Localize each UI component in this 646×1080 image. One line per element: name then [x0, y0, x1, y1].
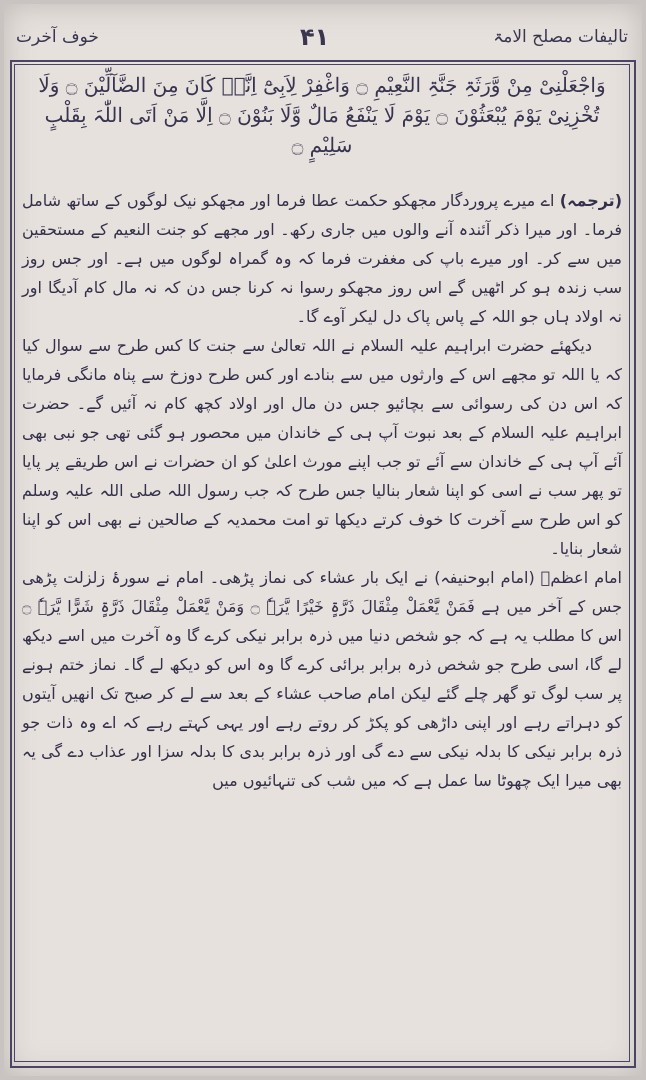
- page-header: [10, 22, 636, 52]
- paragraph: امام اعظمؒ (امام ابوحنیفہ) نے ایک بار عشاء کی نماز پڑھی۔ امام نے سورۂ زلزلت پڑھی جس کے آخر میں ہے فَمَنْ یَّعْمَلْ مِثْقَالَ ذَرَّۃٍ خَیْرًا یَّرَہٗ ۝ وَمَنْ یَّعْمَلْ مِثْقَالَ ذَرَّۃٍ شَرًّا یَّرَہٗ ۝ اس کا مطلب یہ ہے کہ جو شخص دنیا میں ذرہ برابر نیکی کرے گا وہ آخرت میں اسے دیکھ لے گا، اسی طرح جو شخص ذرہ برابر برائی کرے گا وہ اس کو دیکھ لے گا۔ نماز ختم ہونے پر سب لوگ تو گھر چلے گئے لیکن امام صاحب عشاء کے بعد سے لے کر صبح تک انھیں آیتوں کو دہراتے رہے اور اپنی داڑھی کو پکڑ کر روتے رہے اور یہی کہتے رہے کہ اے وہ ذات جو ذرہ برابر نیکی کا بدلہ نیکی سے دے گی اور ذرہ برابر بدی کا بدلہ سزا اور عذاب دے گی یہ بھی میرا ایک چھوٹا سا عمل ہے کہ میں شب کی تنہائیوں میں: [22, 568, 622, 790]
- translation: [22, 186, 622, 331]
- book-title: تالیفات مصلح الامۃ: [493, 27, 628, 47]
- paragraph: دیکھئے حضرت ابراہیم علیہ السلام نے اللہ تعالیٰ سے جنت کا کس طرح سے سوال کیا کہ یا اللہ تو مجھے اس کے وارثوں میں سے بنادے اور کس طرح دوزخ سے پناہ مانگی فرمایا کہ اس دن کی رسوائی سے بچائیو جس دن مال اور اولاد کچھ کام نہ آئیں گے۔ حضرت ابراہیم علیہ السلام کے بعد نبوت آپ ہی کے خاندان میں محصور ہو گئی تھی جو نبی بھی آئے آپ ہی کے خاندان سے آئے تو جب اپنے مورث اعلیٰ کو ان حضرات نے اس طریقے پر پایا تو پھر سب نے اسی کو اپنا شعار بنالیا جس طرح کہ جب رسول اللہ صلی اللہ علیہ وسلم کو اس طرح سے آخرت کا خوف کرتے دیکھا تو امت محمدیہ کے صالحین نے بھی اس کو اپنا شعار بنایا۔: [22, 336, 622, 558]
- body-text: [22, 186, 622, 795]
- translation-tag: (ترجمہ): [559, 191, 622, 210]
- quranic-verse: وَاجْعَلْنِیْ مِنْ وَّرَثَۃِ جَنَّۃِ النَّعِیْمِ ۝ وَاغْفِرْ لِاَبِیْٓ اِنَّہٗ کَانَ مِنَ الضَّآلِّیْنَ ۝ وَلَا تُخْزِنِیْ یَوْمَ یُبْعَثُوْنَ ۝ یَوْمَ لَا یَنْفَعُ مَالٌ وَّلَا بَنُوْنَ ۝ اِلَّا مَنْ اَتَی اللّٰہَ بِقَلْبٍ سَلِیْمٍ ۝: [38, 73, 606, 157]
- page-number: ۴۱: [300, 23, 330, 51]
- section-title: خوف آخرت: [16, 27, 99, 47]
- translation-text: اے میرے پروردگار مجھکو حکمت عطا فرما اور مجھکو نیک لوگوں کے ساتھ شامل فرما۔ اور میرا ذکر آئندہ آنے والوں میں جاری رکھ۔ اور مجھے کو جنت النعیم کے مستحقین میں سے کر۔ اور میرے باپ کی مغفرت فرما کہ وہ گمراہ لوگوں میں ہے۔ اور جس روز سب زندہ ہو کر اٹھیں گے اس روز مجھکو رسوا نہ کرنا جس دن کہ نہ مال کام آدیگا اور نہ اولاد ہاں جو اللہ کے پاس پاک دل لیکر آوے گا۔: [22, 191, 622, 326]
